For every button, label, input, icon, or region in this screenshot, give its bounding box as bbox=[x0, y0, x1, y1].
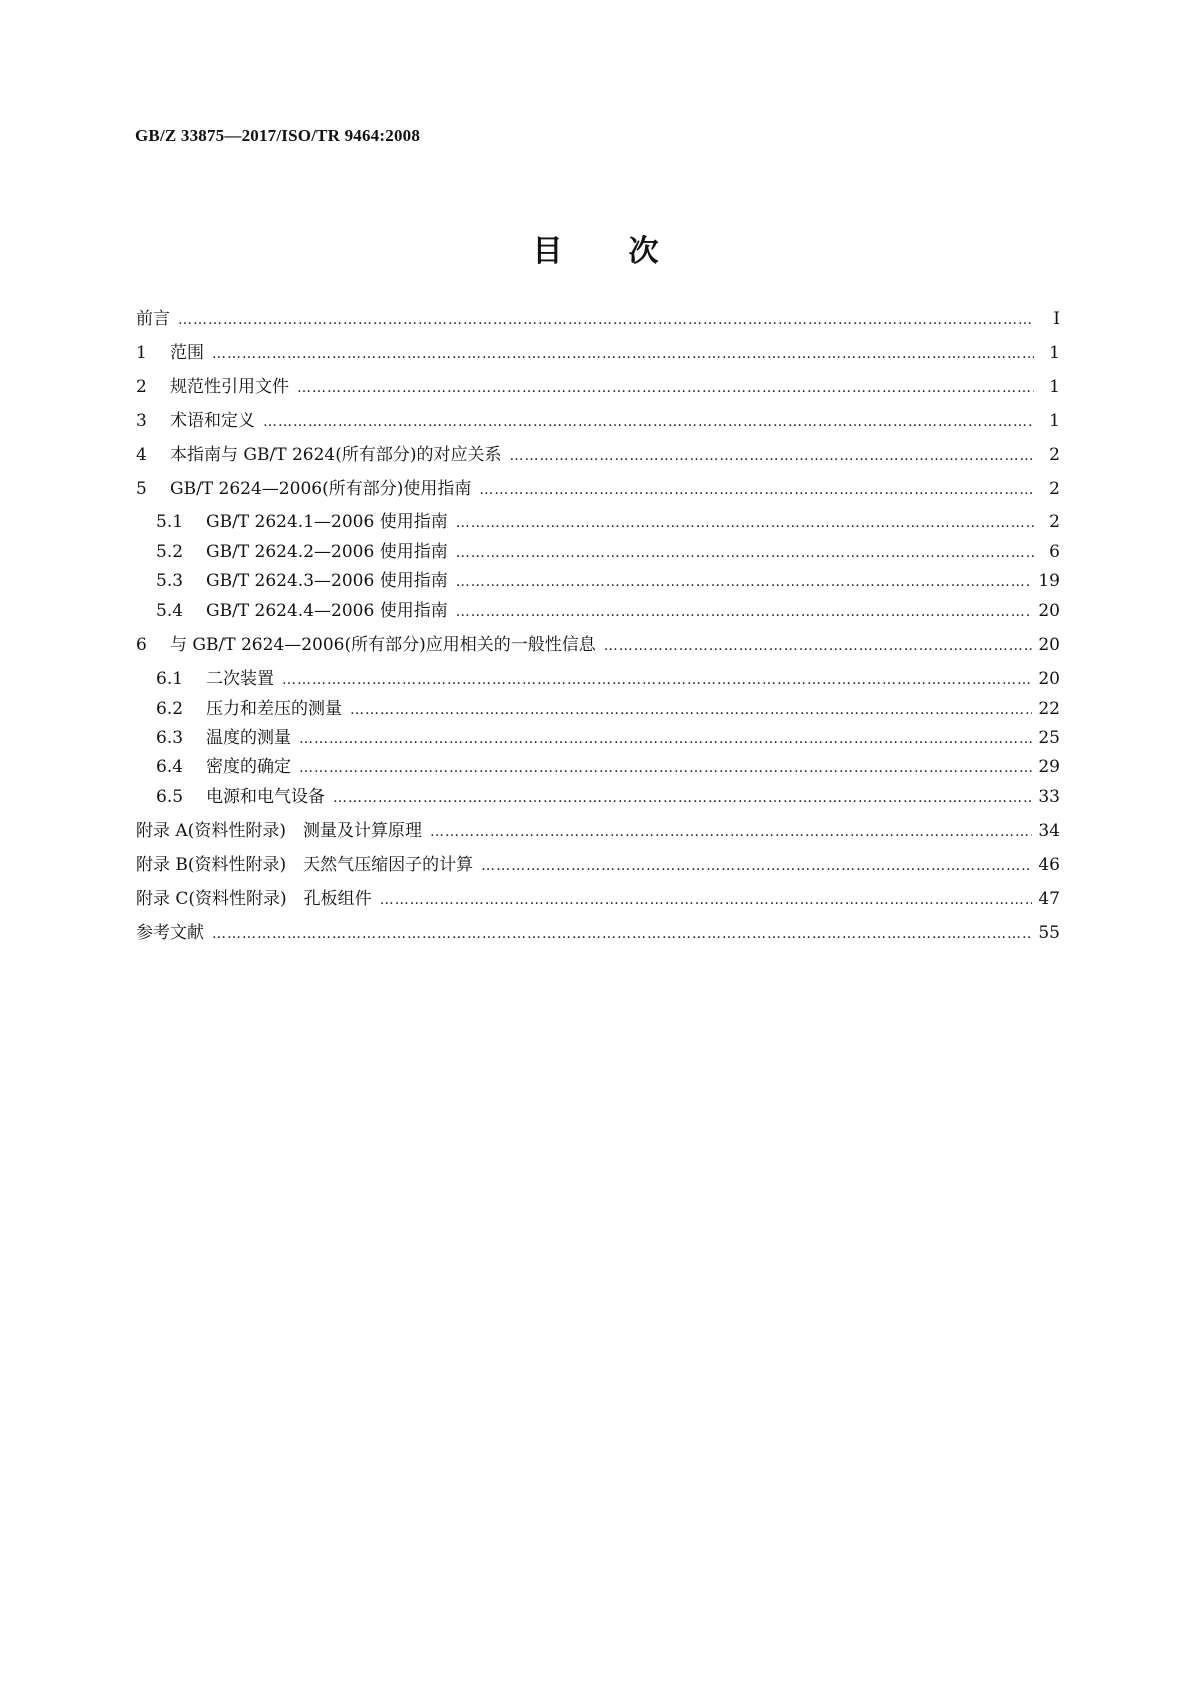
toc-entry-title: GB/T 2624—2006(所有部分)使用指南 bbox=[170, 479, 472, 499]
toc-entry-5-3[interactable] bbox=[156, 566, 1060, 592]
toc-dot-leader bbox=[297, 380, 1034, 396]
toc-entry-page: 2 bbox=[1049, 445, 1060, 465]
toc-entry-title: 密度的确定 bbox=[206, 757, 291, 777]
toc-entry-3[interactable] bbox=[136, 406, 1060, 432]
toc-entry-number: 1 bbox=[136, 343, 147, 363]
toc-dot-leader bbox=[430, 824, 1032, 840]
toc-entry-title: 电源和电气设备 bbox=[206, 787, 325, 807]
toc-dot-leader bbox=[604, 638, 1033, 654]
toc-dot-leader bbox=[282, 672, 1032, 688]
toc-entry-title: 附录 B(资料性附录) 天然气压缩因子的计算 bbox=[136, 855, 474, 875]
toc-entry-page: 34 bbox=[1038, 821, 1060, 841]
toc-dot-leader bbox=[479, 482, 1034, 498]
toc-entry-6-3[interactable] bbox=[156, 723, 1060, 749]
toc-entry-6-1[interactable] bbox=[156, 664, 1060, 690]
toc-entry-title: 二次装置 bbox=[206, 669, 274, 689]
page-title bbox=[0, 226, 1191, 270]
toc-dot-leader bbox=[299, 731, 1032, 747]
toc-entry-page: 29 bbox=[1038, 757, 1060, 777]
toc-entry-title: 附录 A(资料性附录) 测量及计算原理 bbox=[136, 821, 422, 841]
toc-entry-page: 22 bbox=[1038, 699, 1060, 719]
toc-dot-leader bbox=[380, 892, 1033, 908]
toc-entry-number: 4 bbox=[136, 445, 147, 465]
toc-entry-title: GB/T 2624.2—2006 使用指南 bbox=[206, 542, 448, 562]
toc-entry-5-2[interactable] bbox=[156, 537, 1060, 563]
toc-entry-annex-a[interactable] bbox=[136, 816, 1060, 842]
toc-entry-title: 术语和定义 bbox=[170, 411, 255, 431]
toc-dot-leader bbox=[481, 858, 1032, 874]
toc-entry-number: 5.4 bbox=[156, 601, 184, 621]
toc-entry-page: Ⅰ bbox=[1053, 309, 1060, 329]
toc-entry-4[interactable] bbox=[136, 440, 1060, 466]
toc-entry-page: 55 bbox=[1038, 923, 1060, 943]
toc-dot-leader bbox=[263, 414, 1034, 430]
toc-entry-title: 压力和差压的测量 bbox=[206, 699, 342, 719]
toc-entry-number: 6.4 bbox=[156, 757, 184, 777]
toc-entry-page: 46 bbox=[1038, 855, 1060, 875]
toc-entry-6-4[interactable] bbox=[156, 752, 1060, 778]
toc-entry-title: 参考文献 bbox=[136, 923, 204, 943]
toc-dot-leader bbox=[212, 346, 1034, 362]
toc-entry-title: 与 GB/T 2624—2006(所有部分)应用相关的一般性信息 bbox=[170, 635, 596, 655]
toc-entry-page: 1 bbox=[1049, 343, 1060, 363]
toc-entry-number: 5.1 bbox=[156, 512, 184, 532]
toc-entry-2[interactable] bbox=[136, 372, 1060, 398]
toc-entry-title: 范围 bbox=[170, 343, 204, 363]
toc-entry-annex-c[interactable] bbox=[136, 884, 1060, 910]
toc-dot-leader bbox=[456, 545, 1034, 561]
toc-dot-leader bbox=[456, 604, 1033, 620]
toc-entry-5[interactable] bbox=[136, 474, 1060, 500]
page-title-char-2: 次 bbox=[628, 234, 659, 269]
toc-entry-title: GB/T 2624.3—2006 使用指南 bbox=[206, 571, 448, 591]
toc-entry-number: 6.5 bbox=[156, 787, 184, 807]
toc-dot-leader bbox=[333, 790, 1032, 806]
standard-code: GB/Z 33875—2017/ISO/TR 9464:2008 bbox=[135, 126, 421, 145]
toc-entry-page: 1 bbox=[1049, 377, 1060, 397]
page-title-char-1: 目 bbox=[532, 234, 563, 269]
toc-entry-foreword[interactable] bbox=[136, 304, 1060, 330]
toc-entry-number: 5.3 bbox=[156, 571, 184, 591]
toc-entry-number: 6.2 bbox=[156, 699, 184, 719]
toc-entry-page: 19 bbox=[1038, 571, 1060, 591]
toc-dot-leader bbox=[299, 760, 1032, 776]
toc-entry-page: 2 bbox=[1049, 512, 1060, 532]
toc-entry-title: 温度的测量 bbox=[206, 728, 291, 748]
toc-entry-number: 6.3 bbox=[156, 728, 184, 748]
toc-entry-title: 规范性引用文件 bbox=[170, 377, 289, 397]
toc-entry-title: GB/T 2624.1—2006 使用指南 bbox=[206, 512, 448, 532]
toc-dot-leader bbox=[456, 515, 1034, 531]
toc-entry-page: 25 bbox=[1038, 728, 1060, 748]
toc-entry-1[interactable] bbox=[136, 338, 1060, 364]
toc-entry-number: 6 bbox=[136, 635, 147, 655]
toc-dot-leader bbox=[509, 448, 1034, 464]
toc-entry-number: 3 bbox=[136, 411, 147, 431]
toc-entry-number: 5.2 bbox=[156, 542, 184, 562]
toc-entry-page: 2 bbox=[1049, 479, 1060, 499]
toc-entry-number: 6.1 bbox=[156, 669, 184, 689]
toc-entry-page: 33 bbox=[1038, 787, 1060, 807]
toc-dot-leader bbox=[456, 574, 1033, 590]
toc-entry-title: 前言 bbox=[136, 309, 170, 329]
toc-entry-bibliography[interactable] bbox=[136, 918, 1060, 944]
toc-entry-page: 20 bbox=[1038, 669, 1060, 689]
toc-dot-leader bbox=[212, 926, 1032, 942]
toc-entry-6-2[interactable] bbox=[156, 694, 1060, 720]
toc-entry-title: 附录 C(资料性附录) 孔板组件 bbox=[136, 889, 372, 909]
toc-entry-title: GB/T 2624.4—2006 使用指南 bbox=[206, 601, 448, 621]
toc-entry-page: 6 bbox=[1049, 542, 1060, 562]
toc-entry-number: 2 bbox=[136, 377, 147, 397]
toc-entry-5-4[interactable] bbox=[156, 596, 1060, 622]
toc-entry-title: 本指南与 GB/T 2624(所有部分)的对应关系 bbox=[170, 445, 502, 465]
toc-dot-leader bbox=[178, 312, 1034, 328]
toc-entry-page: 20 bbox=[1038, 635, 1060, 655]
toc-entry-annex-b[interactable] bbox=[136, 850, 1060, 876]
toc-entry-6-5[interactable] bbox=[156, 782, 1060, 808]
toc-entry-number: 5 bbox=[136, 479, 147, 499]
toc-entry-page: 1 bbox=[1049, 411, 1060, 431]
toc-dot-leader bbox=[350, 702, 1032, 718]
toc-entry-page: 20 bbox=[1038, 601, 1060, 621]
toc-entry-page: 47 bbox=[1038, 889, 1060, 909]
toc-entry-6[interactable] bbox=[136, 630, 1060, 656]
toc-entry-5-1[interactable] bbox=[156, 507, 1060, 533]
